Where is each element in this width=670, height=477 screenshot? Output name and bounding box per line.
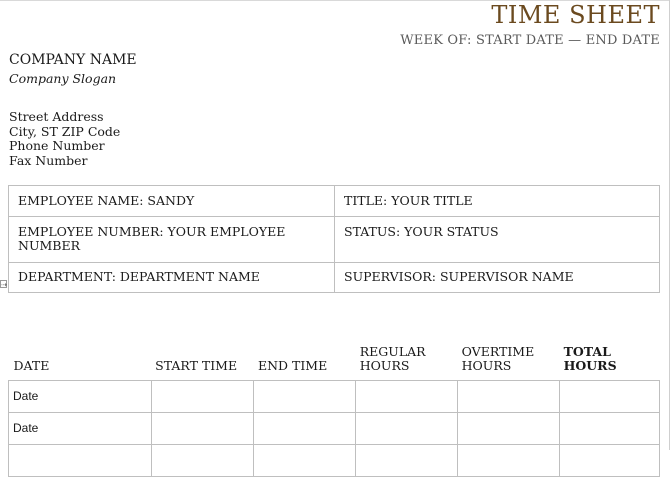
start-time-cell[interactable]: [151, 444, 254, 476]
department-cell[interactable]: DEPARTMENT: DEPARTMENT NAME: [9, 263, 335, 293]
date-cell[interactable]: Date: [9, 380, 152, 412]
start-time-cell[interactable]: [151, 380, 254, 412]
city-state-zip: City, ST ZIP Code: [9, 123, 121, 139]
table-row: [9, 412, 660, 444]
street-address: Street Address: [9, 109, 104, 124]
date-cell[interactable]: [9, 444, 152, 476]
regular-hours-cell[interactable]: [356, 444, 458, 476]
date-cell[interactable]: Date: [9, 412, 152, 444]
header-start-time: START TIME: [151, 338, 254, 380]
info-row: [9, 263, 660, 293]
address-block: [9, 110, 120, 168]
document-title: TIME SHEET: [491, 1, 660, 29]
timesheet-header-row: [9, 338, 660, 380]
fax-number: Fax Number: [9, 152, 88, 168]
phone-number: Phone Number: [9, 138, 105, 153]
end-time-cell[interactable]: [254, 380, 356, 412]
overtime-hours-cell[interactable]: [458, 412, 560, 444]
header-total-hours: TOTAL HOURS: [560, 338, 660, 380]
info-row: [9, 186, 660, 217]
regular-hours-cell[interactable]: [356, 380, 458, 412]
status-cell[interactable]: STATUS: YOUR STATUS: [335, 217, 660, 263]
overtime-hours-cell[interactable]: [458, 444, 560, 476]
table-move-handle-icon[interactable]: ⇢: [1, 281, 7, 289]
header-end-time: END TIME: [254, 338, 356, 380]
total-hours-cell[interactable]: [560, 444, 660, 476]
table-row: [9, 380, 660, 412]
week-of-line: WEEK OF: START DATE — END DATE: [400, 33, 660, 48]
overtime-hours-cell[interactable]: [458, 380, 560, 412]
employee-number-cell[interactable]: EMPLOYEE NUMBER: YOUR EMPLOYEE NUMBER: [9, 217, 335, 263]
employee-info-table: [8, 185, 660, 293]
timesheet-table: [8, 338, 660, 477]
end-time-cell[interactable]: [254, 412, 356, 444]
header-date: DATE: [9, 338, 152, 380]
end-time-cell[interactable]: [254, 444, 356, 476]
employee-name-cell[interactable]: EMPLOYEE NAME: SANDY: [9, 186, 335, 217]
start-time-cell[interactable]: [151, 412, 254, 444]
title-cell[interactable]: TITLE: YOUR TITLE: [335, 186, 660, 217]
info-row: [9, 217, 660, 263]
table-row: [9, 444, 660, 476]
supervisor-cell[interactable]: SUPERVISOR: SUPERVISOR NAME: [335, 263, 660, 293]
total-hours-cell[interactable]: [560, 380, 660, 412]
regular-hours-cell[interactable]: [356, 412, 458, 444]
company-name: COMPANY NAME: [9, 52, 137, 68]
total-hours-cell[interactable]: [560, 412, 660, 444]
header-overtime-hours: OVERTIME HOURS: [458, 338, 560, 380]
header-regular-hours: REGULAR HOURS: [356, 338, 458, 380]
company-slogan: Company Slogan: [9, 71, 117, 86]
